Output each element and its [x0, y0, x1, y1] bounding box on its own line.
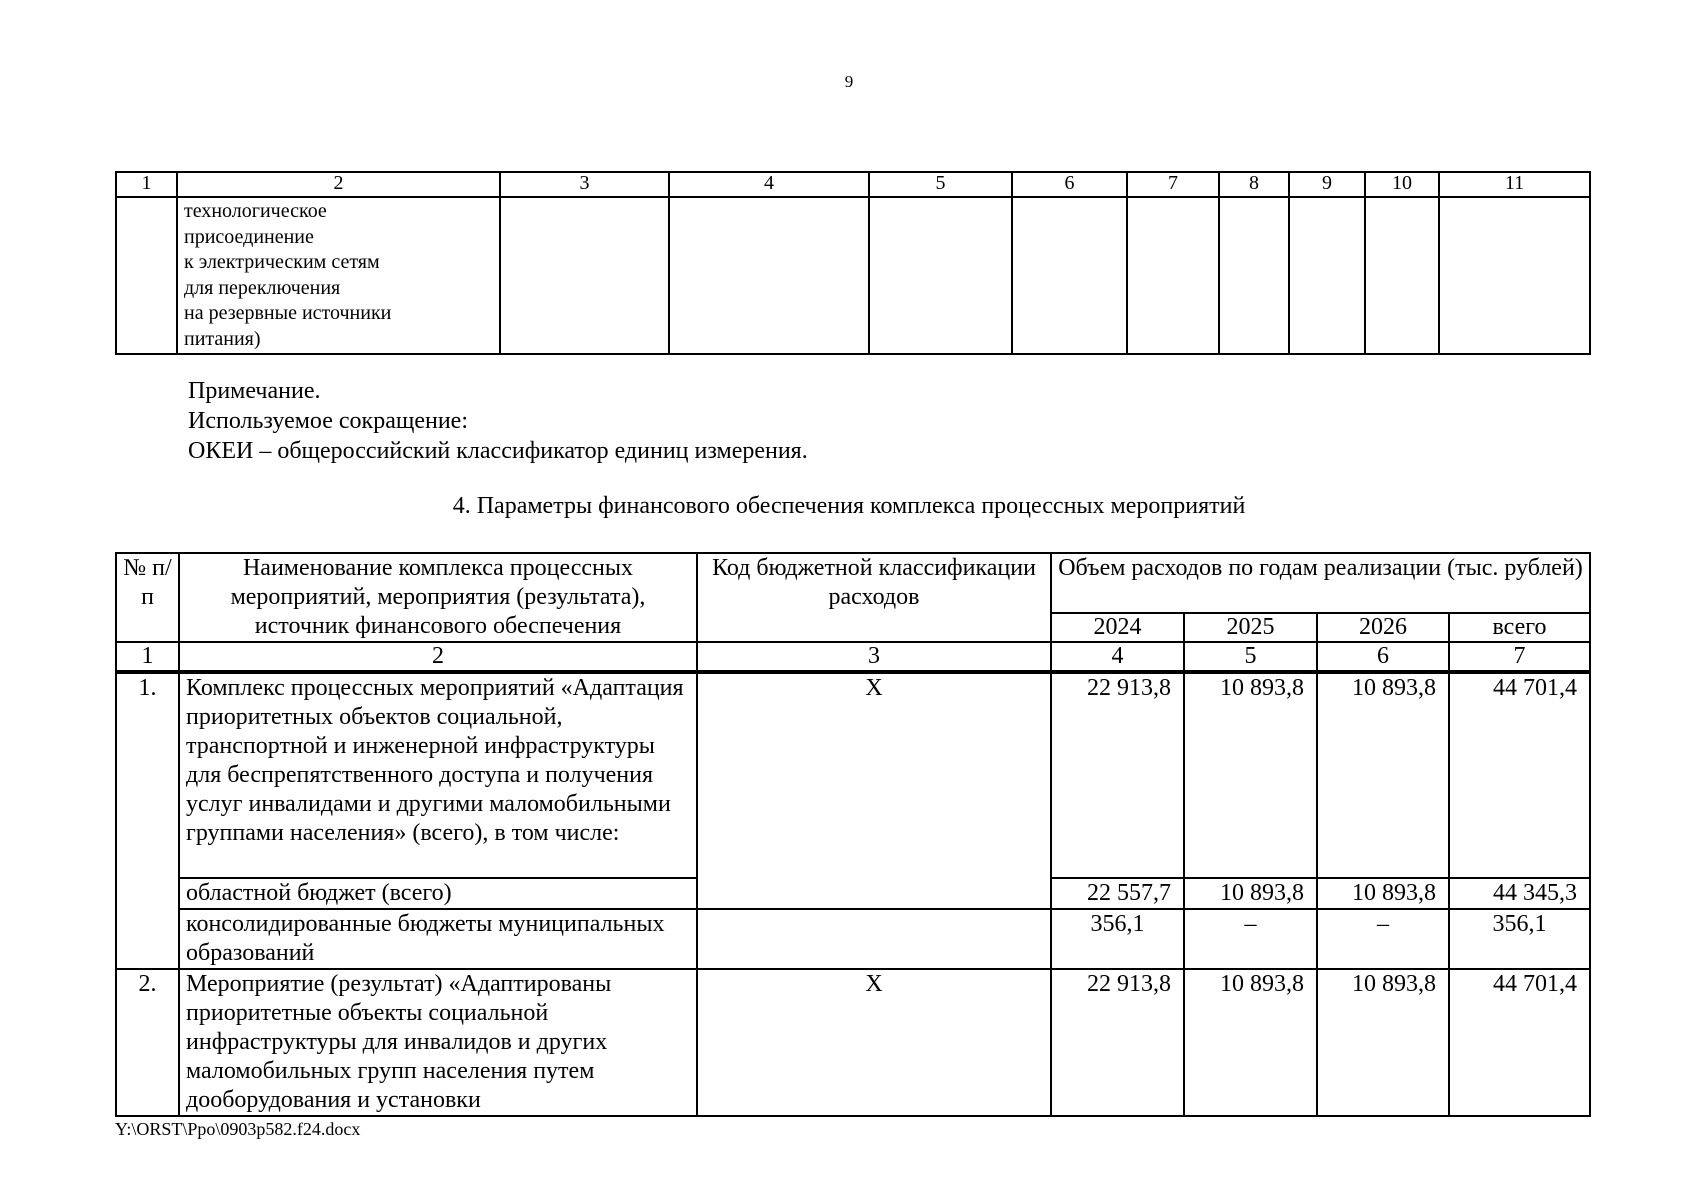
header-code: Код бюджетной классификации расходов [697, 553, 1051, 642]
text-line: для переключения [184, 276, 341, 299]
value-2024: 22 557,7 [1051, 878, 1184, 909]
notes-title: Примечание. [188, 378, 321, 404]
table1-col-number: 2 [177, 172, 500, 197]
header-name: Наименование комплекса процессных мероприятий, мероприятия (результата), источник финансового обеспечения [179, 553, 697, 642]
col-number: 2 [179, 642, 697, 672]
table-cell [1365, 197, 1439, 354]
indicators-table-continuation [115, 171, 1591, 355]
notes-line: Используемое сокращение: [188, 408, 468, 434]
page-number: 9 [844, 72, 854, 91]
table2-header-row [116, 553, 1590, 613]
table1-col-number: 6 [1012, 172, 1127, 197]
header-year: 2025 [1184, 613, 1317, 642]
file-path-footer: Y:\ORST\Ppo\0903p582.f24.docx [115, 1119, 361, 1139]
header-total: всего [1449, 613, 1590, 642]
value-2024: 22 913,8 [1051, 672, 1184, 878]
table-cell [1127, 197, 1219, 354]
value-2026: 10 893,8 [1317, 878, 1449, 909]
table1-col-number: 11 [1439, 172, 1590, 197]
notes-block [188, 376, 808, 466]
value-total: 44 701,4 [1449, 672, 1590, 878]
row-code: Х [697, 672, 1051, 909]
value-2025: 10 893,8 [1184, 672, 1317, 878]
section-title: 4. Параметры финансового обеспечения комплекса процессных мероприятий [452, 493, 1246, 519]
row-code [697, 909, 1051, 969]
col-number: 1 [116, 642, 179, 672]
value-2026: 10 893,8 [1317, 672, 1449, 878]
header-year: 2024 [1051, 613, 1184, 642]
table1-col-number: 4 [669, 172, 869, 197]
table-cell [669, 197, 869, 354]
value-2024: 22 913,8 [1051, 969, 1184, 1116]
table-row [116, 909, 1590, 969]
table1-row [116, 197, 1590, 354]
table1-header-row [116, 172, 1590, 197]
value-2026: 10 893,8 [1317, 969, 1449, 1116]
row-name: Мероприятие (результат) «Адаптированы приоритетные объекты социальной инфраструктуры для инвалидов и других маломобильных групп населения путем дооборудования и установки [179, 969, 697, 1116]
row-name: Комплекс процессных мероприятий «Адаптация приоритетных объектов социальной, транспортной и инженерной инфраструктуры для беспрепятственного доступа и получения услуг инвалидами и другими маломобильными группами населения» (всего), в том числе: [179, 672, 697, 878]
value-total: 356,1 [1449, 909, 1590, 969]
value-2025: – [1184, 909, 1317, 969]
table-row [116, 969, 1590, 1116]
table1-col-number: 8 [1219, 172, 1289, 197]
row-code: Х [697, 969, 1051, 1116]
text-line: присоединение [184, 225, 314, 248]
table-cell [1289, 197, 1365, 354]
header-num: № п/п [116, 553, 179, 642]
value-total: 44 345,3 [1449, 878, 1590, 909]
financing-table [115, 552, 1591, 1117]
col-number: 4 [1051, 642, 1184, 672]
table1-col-number: 9 [1289, 172, 1365, 197]
col-number: 6 [1317, 642, 1449, 672]
table-cell [500, 197, 669, 354]
table1-col-number: 3 [500, 172, 669, 197]
table-row [116, 672, 1590, 878]
table-cell [1439, 197, 1590, 354]
table2-col-numbers-row [116, 642, 1590, 672]
value-2025: 10 893,8 [1184, 878, 1317, 909]
header-year: 2026 [1317, 613, 1449, 642]
text-line: технологическое [184, 200, 327, 222]
table1-row-text [177, 197, 500, 354]
col-number: 3 [697, 642, 1051, 672]
table-cell [1012, 197, 1127, 354]
row-num: 2. [116, 969, 179, 1116]
row-name: консолидированные бюджеты муниципальных образований [179, 909, 697, 969]
text-line: питания) [184, 327, 261, 350]
col-number: 5 [1184, 642, 1317, 672]
table1-col-number: 5 [869, 172, 1012, 197]
row-num: 1. [116, 672, 179, 969]
value-2024: 356,1 [1051, 909, 1184, 969]
value-total: 44 701,4 [1449, 969, 1590, 1116]
table-cell [869, 197, 1012, 354]
table-cell [116, 197, 177, 354]
col-number: 7 [1449, 642, 1590, 672]
value-2026: – [1317, 909, 1449, 969]
text-line: к электрическим сетям [184, 251, 380, 273]
row-name: областной бюджет (всего) [179, 878, 697, 909]
table1-col-number: 7 [1127, 172, 1219, 197]
table-cell [1219, 197, 1289, 354]
value-2025: 10 893,8 [1184, 969, 1317, 1116]
table1-col-number: 1 [116, 172, 177, 197]
text-line: на резервные источники [184, 302, 392, 324]
table1-col-number: 10 [1365, 172, 1439, 197]
notes-line: ОКЕИ – общероссийский классификатор единиц измерения. [188, 438, 808, 464]
header-volume: Объем расходов по годам реализации (тыс. рублей) [1051, 553, 1590, 613]
